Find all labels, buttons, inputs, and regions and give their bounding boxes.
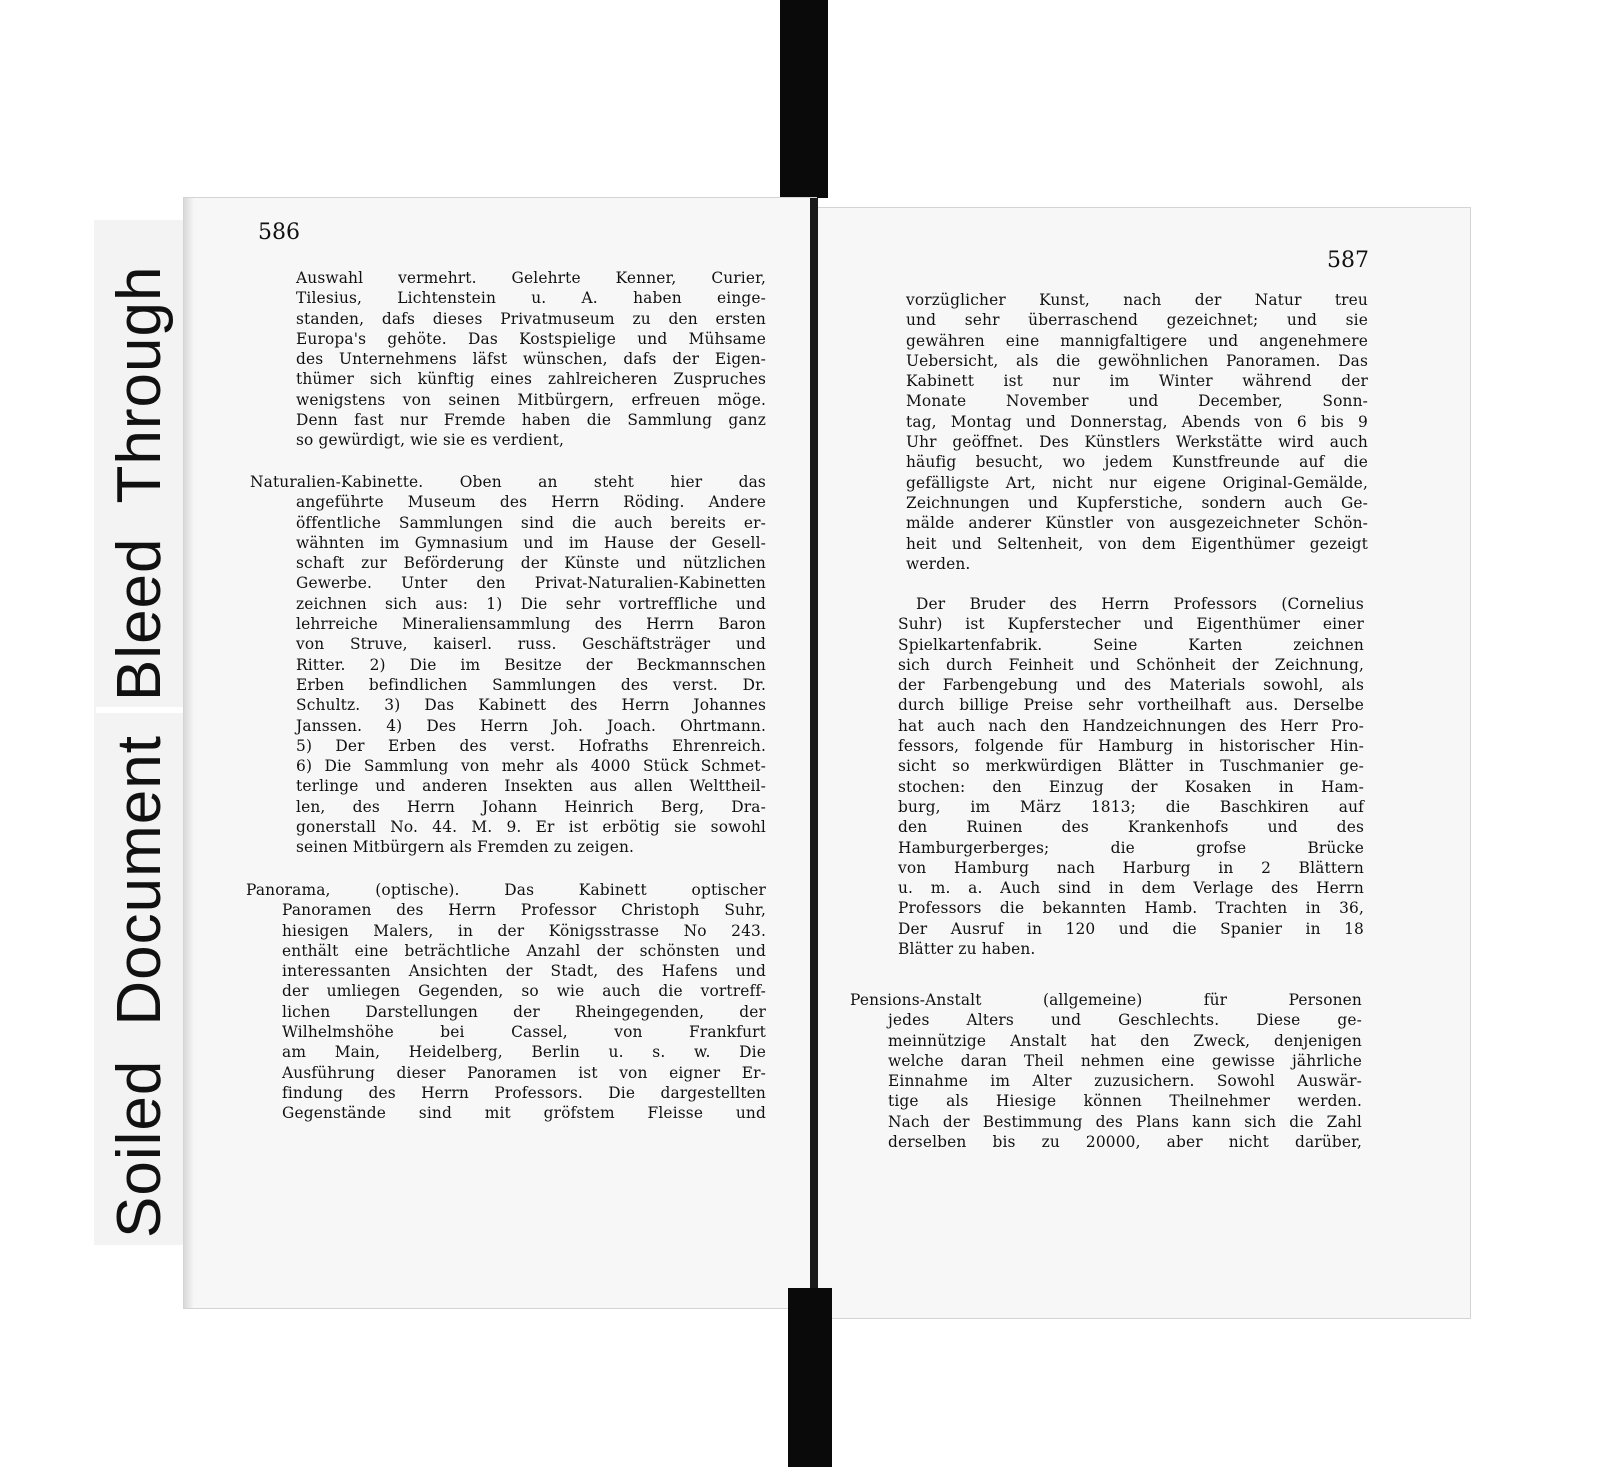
text-line: Ritter. 2) Die im Besitze der Beckmannschen [296,655,766,674]
text-line: des Unternehmens läfst wünschen, dafs der Eigen- [296,350,766,369]
text-line: wähnten im Gymnasium und im Hause der Gesell- [296,533,766,552]
text-line: stochen: den Einzug der Kosaken in Ham- [898,777,1364,796]
binding-strip-bottom [788,1288,832,1467]
text-line: 6) Die Sammlung von mehr als 4000 Stück Schmet- [296,757,766,776]
text-line: der Farbengebung und des Materials sowohl, als [898,676,1364,695]
text-line: 5) Der Erben des verst. Hofraths Ehrenreich. [296,736,766,755]
text-line: tag, Montag und Donnerstag, Abends von 6 bis 9 [906,412,1368,431]
paragraph-auswahl [296,268,766,451]
text-line: len, des Herrn Johann Heinrich Berg, Dra- [296,797,766,816]
text-line: Nach der Bestimmung des Plans kann sich die Zahl [888,1112,1362,1131]
label-word-bleed: Bleed [105,537,174,702]
page-number-left: 586 [258,220,300,245]
label-divider [96,707,188,713]
text-line: Gegenstände sind mit gröfstem Fleisse und [282,1104,766,1123]
text-line: lehrreiche Mineraliensammlung des Herrn Baron [296,615,766,634]
text-line: interessanten Ansichten der Stadt, des Hafens und [282,962,766,981]
text-line: Erben befindlichen Sammlungen des verst. Dr. [296,675,766,694]
side-label [94,220,186,1245]
text-line: Wilhelmshöhe bei Cassel, von Frankfurt [282,1023,766,1042]
text-line: Naturalien-Kabinette. Oben an steht hier das [250,473,766,491]
label-word-soiled: Soiled [105,1059,174,1238]
text-line: Auswahl vermehrt. Gelehrte Kenner, Curier, [296,269,766,287]
text-line: seinen Mitbürgern als Fremden zu zeigen. [296,838,635,857]
label-word-document: Document [105,735,174,1026]
text-line: sicht so merkwürdigen Blätter in Tuschmanier ge- [898,757,1364,776]
text-line: terlinge und anderen Insekten aus allen Welttheil- [296,777,766,796]
text-line: am Main, Heidelberg, Berlin u. s. w. Die [282,1043,766,1062]
text-line: Uebersicht, als die gewöhnlichen Panoramen. Das [906,351,1368,370]
page-number-right: 587 [1327,248,1369,273]
text-line: Denn fast nur Fremde haben die Sammlung ganz [296,411,766,430]
text-line: Panorama, (optische). Das Kabinett optischer [246,881,766,899]
text-line: Einnahme im Alter zuzusichern. Sowohl Auswär- [888,1072,1362,1091]
text-line: standen, dafs dieses Privatmuseum zu den ersten [296,309,766,328]
text-line: Spielkartenfabrik. Seine Karten zeichnen [898,635,1364,654]
text-line: zeichnen sich aus: 1) Die sehr vortreffliche und [296,594,766,613]
text-line: den Ruinen des Krankenhofs und des [898,818,1364,837]
text-line: Suhr) ist Kupferstecher und Eigenthümer einer [898,615,1364,634]
text-line: Pensions-Anstalt (allgemeine) für Personen [850,991,1362,1009]
label-word-through: Through [105,265,174,504]
text-line: wenigstens von seinen Mitbürgern, erfreuen möge. [296,390,766,409]
text-line: Der Bruder des Herrn Professors (Cornelius [916,595,1364,613]
text-line: Zeichnungen und Kupferstiche, sondern auch Ge- [906,493,1368,512]
text-line: hiesigen Malers, in der Königsstrasse No 243. [282,921,766,940]
text-line: findung des Herrn Professors. Die dargestellten [282,1083,766,1102]
text-line: meinnützige Anstalt hat den Zweck, denjenigen [888,1031,1362,1050]
text-line: Professors die bekannten Hamb. Trachten in 36, [898,899,1364,918]
paragraph-vorzueglicher-kunst [906,290,1368,574]
text-line: Uhr geöffnet. Des Künstlers Werkstätte wird auch [906,433,1368,452]
text-line: Panoramen des Herrn Professor Christoph Suhr, [282,901,766,920]
text-line: durch billige Preise sehr vortheilhaft aus. Derselbe [898,696,1364,715]
text-line: werden. [906,554,971,573]
paragraph-panorama [246,880,766,1124]
text-line: und sehr überraschend gezeichnet; und sie [906,311,1368,330]
side-label-text [94,238,186,1238]
text-line: lichen Darstellungen der Rheingegenden, der [282,1002,766,1021]
text-line: vorzüglicher Kunst, nach der Natur treu [906,291,1368,309]
text-line: jedes Alters und Geschlechts. Diese ge- [888,1011,1362,1030]
text-line: hat auch nach den Handzeichnungen des Herr Pro- [898,716,1364,735]
text-line: Kabinett ist nur im Winter während der [906,372,1368,391]
text-line: thümer sich künftig eines zahlreicheren Zuspruches [296,370,766,389]
text-line: häufig besucht, wo jedem Kunstfreunde auf die [906,453,1368,472]
text-line: Gewerbe. Unter den Privat-Naturalien-Kabinetten [296,574,766,593]
text-line: Monate November und December, Sonn- [906,392,1368,411]
text-line: welche daran Theil nehmen eine gewisse jährliche [888,1051,1362,1070]
text-line: Ausführung dieser Panoramen ist von eigner Er- [282,1063,766,1082]
text-line: fessors, folgende für Hamburg in historischer Hin- [898,737,1364,756]
text-line: tige als Hiesige können Theilnehmer werden. [888,1092,1362,1111]
text-line: von Struve, kaiserl. russ. Geschäftsträger und [296,635,766,654]
paragraph-naturalien-kabinette [250,472,766,858]
text-line: mälde anderer Künstler von ausgezeichneter Schön- [906,514,1368,533]
text-line: derselben bis zu 20000, aber nicht darüber, [888,1133,1362,1152]
text-line: u. m. a. Auch sind in dem Verlage des Herrn [898,879,1364,898]
paragraph-bruder-des-professors [898,594,1364,959]
text-line: Janssen. 4) Des Herrn Joh. Joach. Ohrtmann. [296,716,766,735]
text-line: Der Ausruf in 120 und die Spanier in 18 [898,919,1364,938]
text-line: schaft zur Beförderung der Künste und nützlichen [296,554,766,573]
text-line: Blätter zu haben. [898,940,1036,959]
text-line: so gewürdigt, wie sie es verdient, [296,431,565,450]
text-line: öffentliche Sammlungen sind die auch bereits er- [296,513,766,532]
text-line: Hamburgerberges; die grofse Brücke [898,838,1364,857]
text-line: heit und Seltenheit, von dem Eigenthümer gezeigt [906,534,1368,553]
text-line: Europa's gehöte. Das Kostspielige und Mühsame [296,329,766,348]
text-line: der umliegen Gegenden, so wie auch die vortreff- [282,982,766,1001]
text-line: sich durch Feinheit und Schönheit der Zeichnung, [898,655,1364,674]
text-line: Tilesius, Lichtenstein u. A. haben einge- [296,289,766,308]
paragraph-pensions-anstalt [850,990,1362,1152]
book-gutter [810,198,818,1308]
text-line: enthält eine beträchtliche Anzahl der schönsten und [282,941,766,960]
text-line: burg, im März 1813; die Baschkiren auf [898,797,1364,816]
binding-strip-top [780,0,828,198]
text-line: gonerstall No. 44. M. 9. Er ist erbötig sie sowohl [296,818,766,837]
text-line: von Hamburg nach Harburg in 2 Blättern [898,858,1364,877]
text-line: gefälligste Art, nicht nur eigene Original-Gemälde, [906,473,1368,492]
text-line: angeführte Museum des Herrn Röding. Andere [296,493,766,512]
text-line: gewähren eine mannigfaltigere und angenehmere [906,331,1368,350]
text-line: Schultz. 3) Das Kabinett des Herrn Johannes [296,696,766,715]
